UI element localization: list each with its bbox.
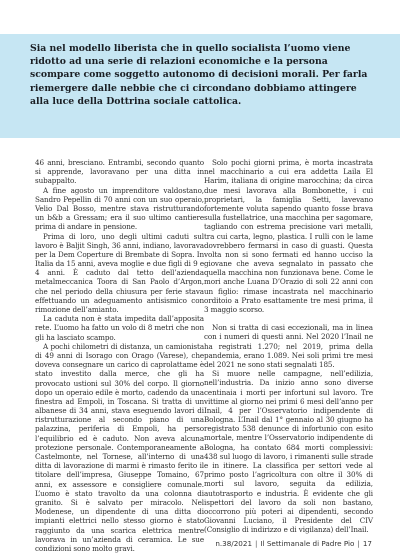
paragraph: Si muore nelle campagne, nell’edilizia, nell’industria. Da inizio anno sono diverse centinaia i morti per infortuni sul lavoro. Tre vittime al giorno nei primi 6 mesi dell’anno per Inail, 4 per l’Osservatorio indipendente di Bologna. L’Inail dal 1° gennaio al 30 giugno ha registrato 538 denunce di infortunio con esito mortale, mentre l’Osservatorio indipendente di Bologna, ha contato 684 morti complessivi: 438 sul luogo di lavoro, i rimanenti sulle strade e in itinere. La classifica per settori vede al primo posto l’agricoltura con oltre il 30% di morti sul lavoro, seguita da edilizia, autotrasporto e industria. È evidente che gli ispettori del lavoro da soli non bastano, occorrono più poteri ai dipendenti, secondo Giovanni Luciano, il Presidente del CIV (Consiglio di indirizzo e di vigilanza) dell’Inail. — [204, 369, 373, 535]
page-number: 17 — [362, 539, 372, 548]
page-footer — [215, 539, 372, 548]
publication-name: Il Settimanale di Padre Pio — [260, 539, 355, 548]
pull-quote-text: Sia nel modello liberista che in quello socialista l’uomo viene ridotto ad una serie di relazioni economiche e la persona scompare come soggetto autonomo di decisioni morali. Per farla riemergere dalle nebbie che ci circondano dobbiamo attingere alla luce della Dottrina sociale cattolica. — [30, 43, 368, 107]
paragraph: Solo pochi giorni prima, è morta incastrata nel macchinario a cui era addetta Laila El Harim, italiana di origine marocchina; da circa due mesi lavorava alla Bombonette, i cui proprietari, la famiglia Setti, lavevano fortemente voluta sapendo quanto fosse brava sulla fustellatrice, una macchina per sagomare, tagliando con estrema precisione vari metalli, tra cui carta, legno, plastica. I rulli con le lame dovrebbero fermarsi in caso di guasti. Questa volta non si sono fermati ed hanno ucciso la giovane che aveva segnalato in passato che quella macchina non funzionava bene. Come le mori anche Luana D’Orazio di soli 22 anni con un figlio: rimase incastrata nel macchinario orditoio a Prato esattamente tre mesi prima, il 3 maggio scorso. — [204, 158, 373, 314]
paragraph: Non si tratta di casi eccezionali, ma in linea con i numeri di questi anni. Nel 2020 l’Inail ne ha registrati 1.270; nel 2019, prima della pandemia, erano 1.089. Nei soli primi tre mesi del 2021 ne sono stati segnalati 185. — [204, 323, 373, 369]
footer-separator: | — [357, 539, 360, 548]
paragraph: Prima di loro, uno degli ultimi caduti sul lavoro è Baljit Singh, 36 anni, indiano, lavorava per la Dem Coperture di Brembate di Sopra. In Italia da 15 anni, aveva moglie e due figli di 9 e 4 anni. È caduto dal tetto dell’azienda metalmeccanica Toora di San Paolo d’Argon, che nel periodo della chiusura per ferie stava effettuando un adeguamento antisismico con rimozione dell’amianto. — [35, 231, 204, 314]
paragraph: La caduta non è stata impedita dall’apposita rete. L’uomo ha fatto un volo di 8 metri che non gli ha lasciato scampo. — [35, 314, 204, 342]
pull-quote-box — [0, 34, 400, 138]
article-column-left — [35, 158, 204, 553]
issue-number: n.38/2021 — [215, 539, 253, 548]
article-column-right — [204, 158, 373, 535]
footer-separator: | — [255, 539, 258, 548]
paragraph: 46 anni, bresciano. Entrambi, secondo quanto si apprende, lavoravano per una ditta in subappalto. — [35, 158, 204, 186]
paragraph: A pochi chilometri di distanza, un camionista di 49 anni di Isorago con Orago (Varese), che doveva consegnare un carico di caprolattame è stato investito dalla merce, che gli ha provocato ustioni sul 30% del corpo. Il giorno dopo un operaio edile è morto, cadendo da una finestra ad Empoli, in Toscana. Si tratta di un albanese di 34 anni, stava eseguendo lavori di ristrutturazione al secondo piano di una palazzina, periferia di Empoli, ha perso l’equilibrio ed è caduto. Non aveva alcuna protezione personale. Contemporaneamente a Castelmonte, nel Tornese, all’interno di una ditta di lavorazione di marmi è rimasto ferito il titolare dell’impresa, Giuseppe Tomaino, 67 anni, ex assessore e consigliere comunale. L’uomo è stato travolto da una colonna di granito. Si è salvato per miracolo. Nel Modenese, un dipendente di una ditta di impianti elettrici nello stesso giorno è stato raggiunto da una scarica elettrica mentre lavorava in un’azienda di ceramica. Le sue condizioni sono molto gravi. — [35, 341, 204, 553]
paragraph: A fine agosto un imprenditore valdostano, Sandro Pepellin di 70 anni con un suo operaio, Velio Dal Bosso, mentre stava ristrutturando un b&b a Gressam; era il suo ultimo cantiere prima di andare in pensione. — [35, 185, 204, 232]
